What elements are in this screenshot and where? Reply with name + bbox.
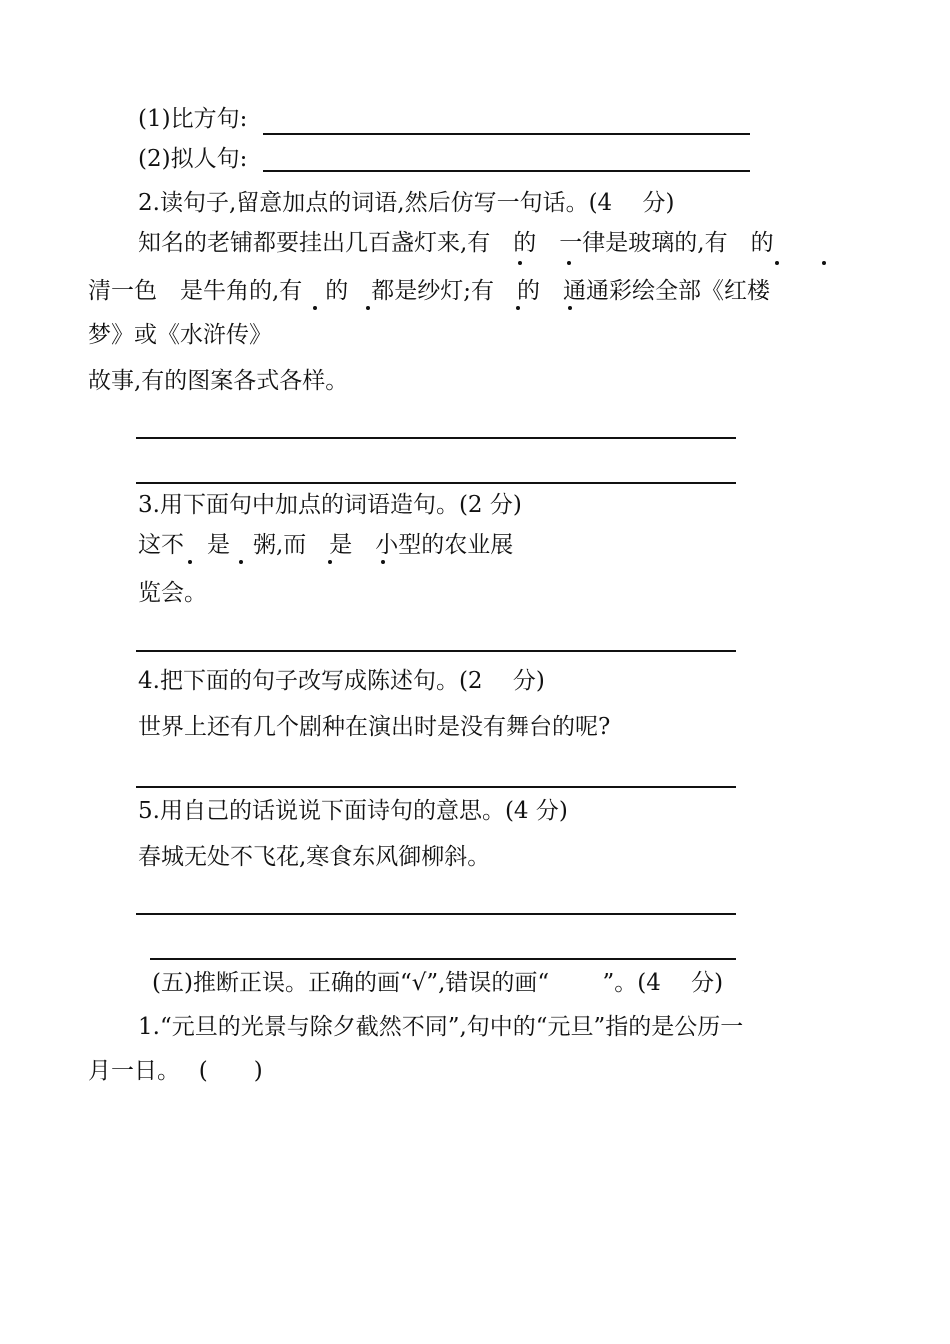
personification-label: (2)拟人句:: [138, 146, 248, 172]
q5-prompt: 5.用自己的话说说下面诗句的意思。(4 分): [138, 798, 568, 824]
q2-answer-line-2[interactable]: [136, 482, 736, 484]
q3-sentence-line2: 览会。: [138, 580, 207, 606]
q2-passage-line3: 梦》或《水浒传》: [88, 322, 272, 348]
q3-answer-line[interactable]: [136, 650, 736, 652]
part5-heading: (五)推断正误。正确的画“√”,错误的画“ ”。(4 分): [152, 970, 724, 996]
q4-answer-line[interactable]: [136, 786, 736, 788]
emphasis-dot: [381, 560, 385, 564]
simile-label: (1)比方句:: [138, 106, 248, 132]
q3-sentence-line1: 这不 是 粥,而 是 小型的农业展: [138, 532, 514, 558]
q5-poem: 春城无处不飞花,寒食东风御柳斜。: [138, 844, 491, 870]
emphasis-dot: [568, 306, 572, 310]
emphasis-dot: [188, 560, 192, 564]
q2-passage-line4: 故事,有的图案各式各样。: [88, 368, 349, 394]
emphasis-dot: [313, 306, 317, 310]
q2-prompt: 2.读句子,留意加点的词语,然后仿写一句话。(4 分): [138, 190, 675, 216]
q2-passage-line1: 知名的老铺都要挂出几百盏灯来,有 的 一律是玻璃的,有 的: [138, 230, 774, 256]
q4-sentence: 世界上还有几个剧种在演出时是没有舞台的呢?: [138, 714, 611, 740]
emphasis-dot: [516, 306, 520, 310]
emphasis-dot: [822, 261, 826, 265]
q5-answer-line-1[interactable]: [136, 913, 736, 915]
emphasis-dot: [518, 261, 522, 265]
emphasis-dot: [366, 306, 370, 310]
tf-q1-line1: 1.“元旦的光景与除夕截然不同”,句中的“元旦”指的是公历一: [138, 1014, 744, 1040]
q3-prompt: 3.用下面句中加点的词语造句。(2 分): [138, 492, 522, 518]
q2-answer-line-1[interactable]: [136, 437, 736, 439]
personification-answer-line[interactable]: [263, 170, 750, 172]
tf-q1-line2[interactable]: 月一日。 ( ): [88, 1058, 263, 1084]
emphasis-dot: [328, 560, 332, 564]
q2-passage-line2: 清一色 是牛角的,有 的 都是纱灯;有 的 通通彩绘全部《红楼: [88, 278, 771, 304]
emphasis-dot: [775, 261, 779, 265]
emphasis-dot: [239, 560, 243, 564]
emphasis-dot: [567, 261, 571, 265]
q4-prompt: 4.把下面的句子改写成陈述句。(2 分): [138, 668, 545, 694]
q5-answer-line-2[interactable]: [150, 958, 736, 960]
simile-answer-line[interactable]: [263, 133, 750, 135]
